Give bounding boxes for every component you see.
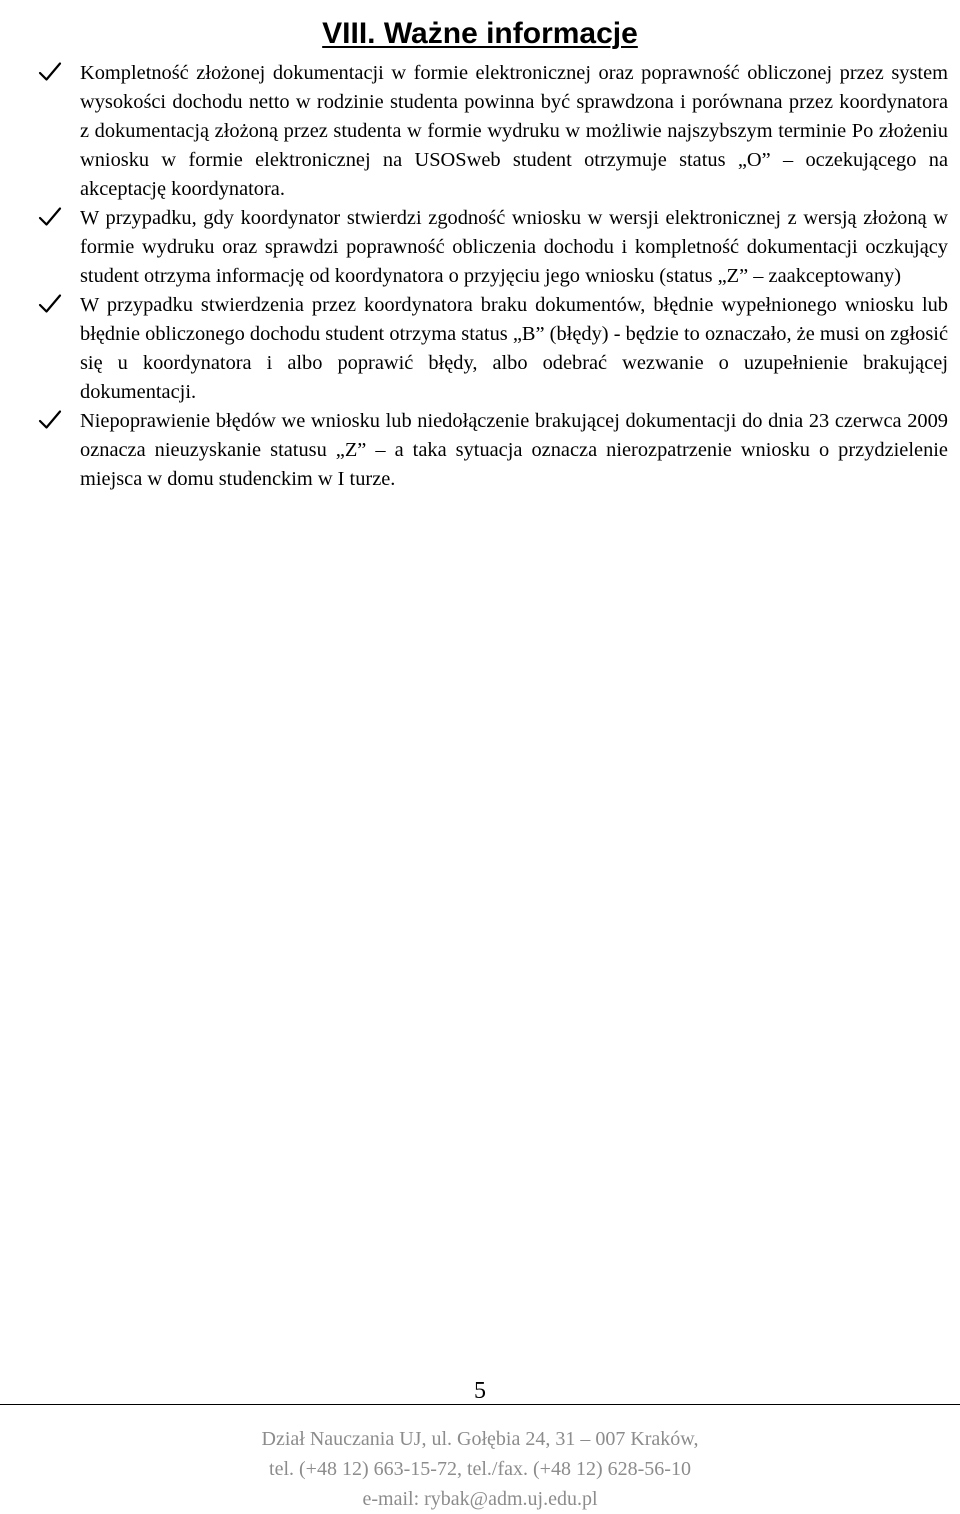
info-bullet-list (0, 59, 960, 494)
footer (0, 1424, 960, 1514)
page-number: 5 (474, 1378, 486, 1404)
checkmark-icon (38, 205, 62, 229)
checkmark-icon (38, 408, 62, 432)
bullet-item (0, 291, 960, 407)
footer-email: e-mail: rybak@adm.uj.edu.pl (362, 1488, 598, 1510)
checkmark-icon (38, 60, 62, 84)
footer-divider (0, 1404, 960, 1405)
checkmark-icon (38, 292, 62, 316)
bullet-text: Niepoprawienie błędów we wniosku lub niedołączenie brakującej dokumentacji do dnia 23 czerwca 2009 oznacza nieuzyskanie statusu „Z” – a taka sytuacja oznacza nierozpatrzenie wniosku o przydzielenie miejsca w domu studenckim w I turze. (80, 410, 948, 490)
bullet-item (0, 407, 960, 494)
footer-address: Dział Nauczania UJ, ul. Gołębia 24, 31 – 007 Kraków, (261, 1428, 699, 1450)
section-heading: VIII. Ważne informacje (322, 17, 638, 51)
bullet-item (0, 59, 960, 204)
bullet-item (0, 204, 960, 291)
footer-phone: tel. (+48 12) 663-15-72, tel./fax. (+48 12) 628-56-10 (269, 1458, 691, 1480)
bullet-text: Kompletność złożonej dokumentacji w formie elektronicznej oraz poprawność obliczonej przez system wysokości dochodu netto w rodzinie studenta powinna być sprawdzona i porównana przez koordynatora z dokumentacją złożoną przez studenta w formie wydruku w możliwie najszybszym terminie Po złożeniu wniosku w formie elektronicznej na USOSweb student otrzymuje status „O” – oczekującego na akceptację koordynatora. (80, 62, 948, 200)
bullet-text: W przypadku stwierdzenia przez koordynatora braku dokumentów, błędnie wypełnionego wniosku lub błędnie obliczonego dochodu student otrzyma status „B” (błędy) - będzie to oznaczało, że musi on zgłosić się u koordynatora i albo poprawić błędy, albo odebrać wezwanie o uzupełnienie brakującej dokumentacji. (80, 294, 948, 403)
bullet-text: W przypadku, gdy koordynator stwierdzi zgodność wniosku w wersji elektronicznej z wersją złożoną w formie wydruku oraz sprawdzi poprawność obliczenia dochodu i kompletność dokumentacji oczkujący student otrzyma informację od koordynatora o przyjęciu jego wniosku (status „Z” – zaakceptowany) (80, 207, 948, 287)
